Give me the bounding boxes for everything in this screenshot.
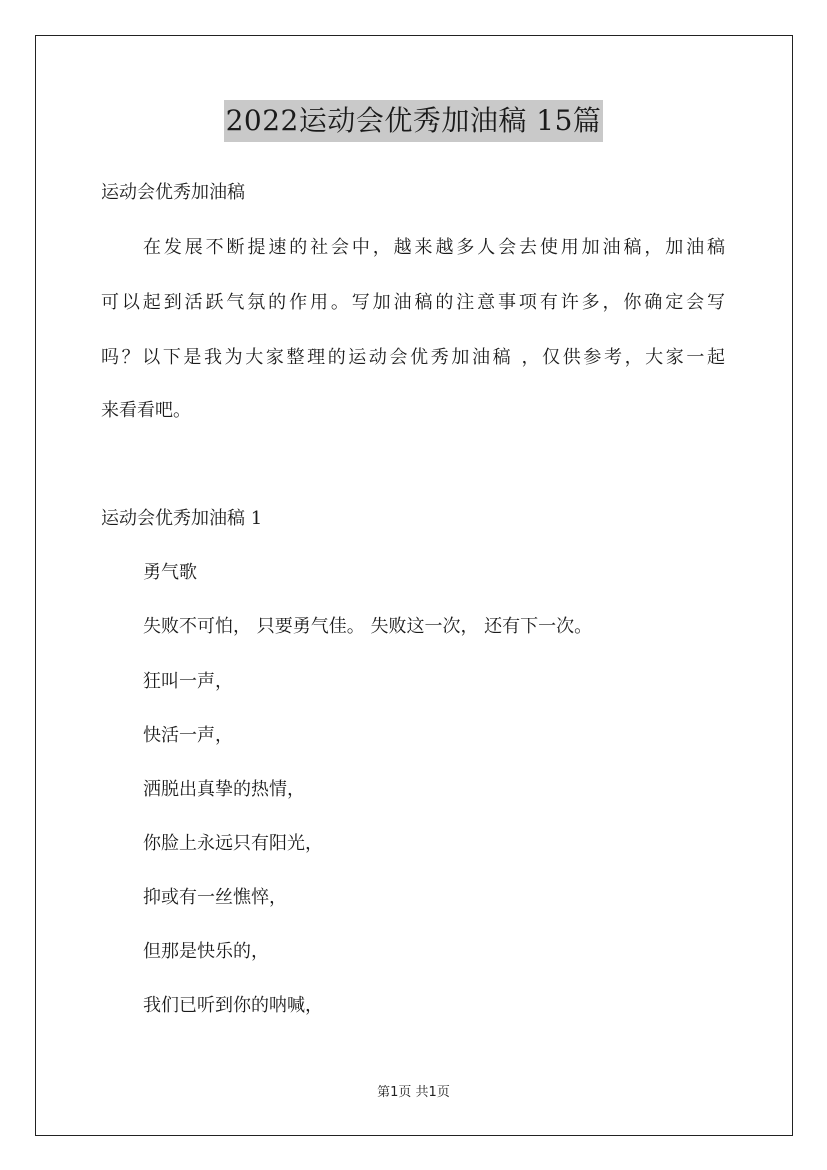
intro-line-4: 来看看吧。 <box>101 400 191 421</box>
poem-line-7: 但那是快乐的， <box>143 941 269 962</box>
document-subtitle: 运动会优秀加油稿 <box>101 182 245 203</box>
intro-line-3: 吗？以下是我为大家整理的运动会优秀加油稿 ，仅供参考，大家一起 <box>101 347 725 368</box>
poem-line-8: 我们已听到你的呐喊， <box>143 995 323 1016</box>
poem-line-2: 狂叫一声， <box>143 671 233 692</box>
section-heading: 运动会优秀加油稿 1 <box>101 508 263 529</box>
title-container <box>0 100 827 142</box>
poem-line-4: 洒脱出真挚的热情， <box>143 779 305 800</box>
poem-line-3: 快活一声， <box>143 725 233 746</box>
poem-line-1: 失败不可怕， 只要勇气佳。 失败这一次， 还有下一次。 <box>143 616 593 637</box>
page-footer <box>0 1084 827 1102</box>
intro-line-2: 可以起到活跃气氛的作用。写加油稿的注意事项有许多，你确定会写 <box>101 292 725 313</box>
page-number: 第1页 共1页 <box>377 1085 450 1100</box>
intro-line-1: 在发展不断提速的社会中，越来越多人会去使用加油稿，加油稿 <box>143 237 725 258</box>
poem-title: 勇气歌 <box>143 562 197 583</box>
poem-line-6: 抑或有一丝憔悴， <box>143 887 287 908</box>
document-title: 2022运动会优秀加油稿 15篇 <box>224 100 604 142</box>
poem-line-5: 你脸上永远只有阳光， <box>143 833 323 854</box>
